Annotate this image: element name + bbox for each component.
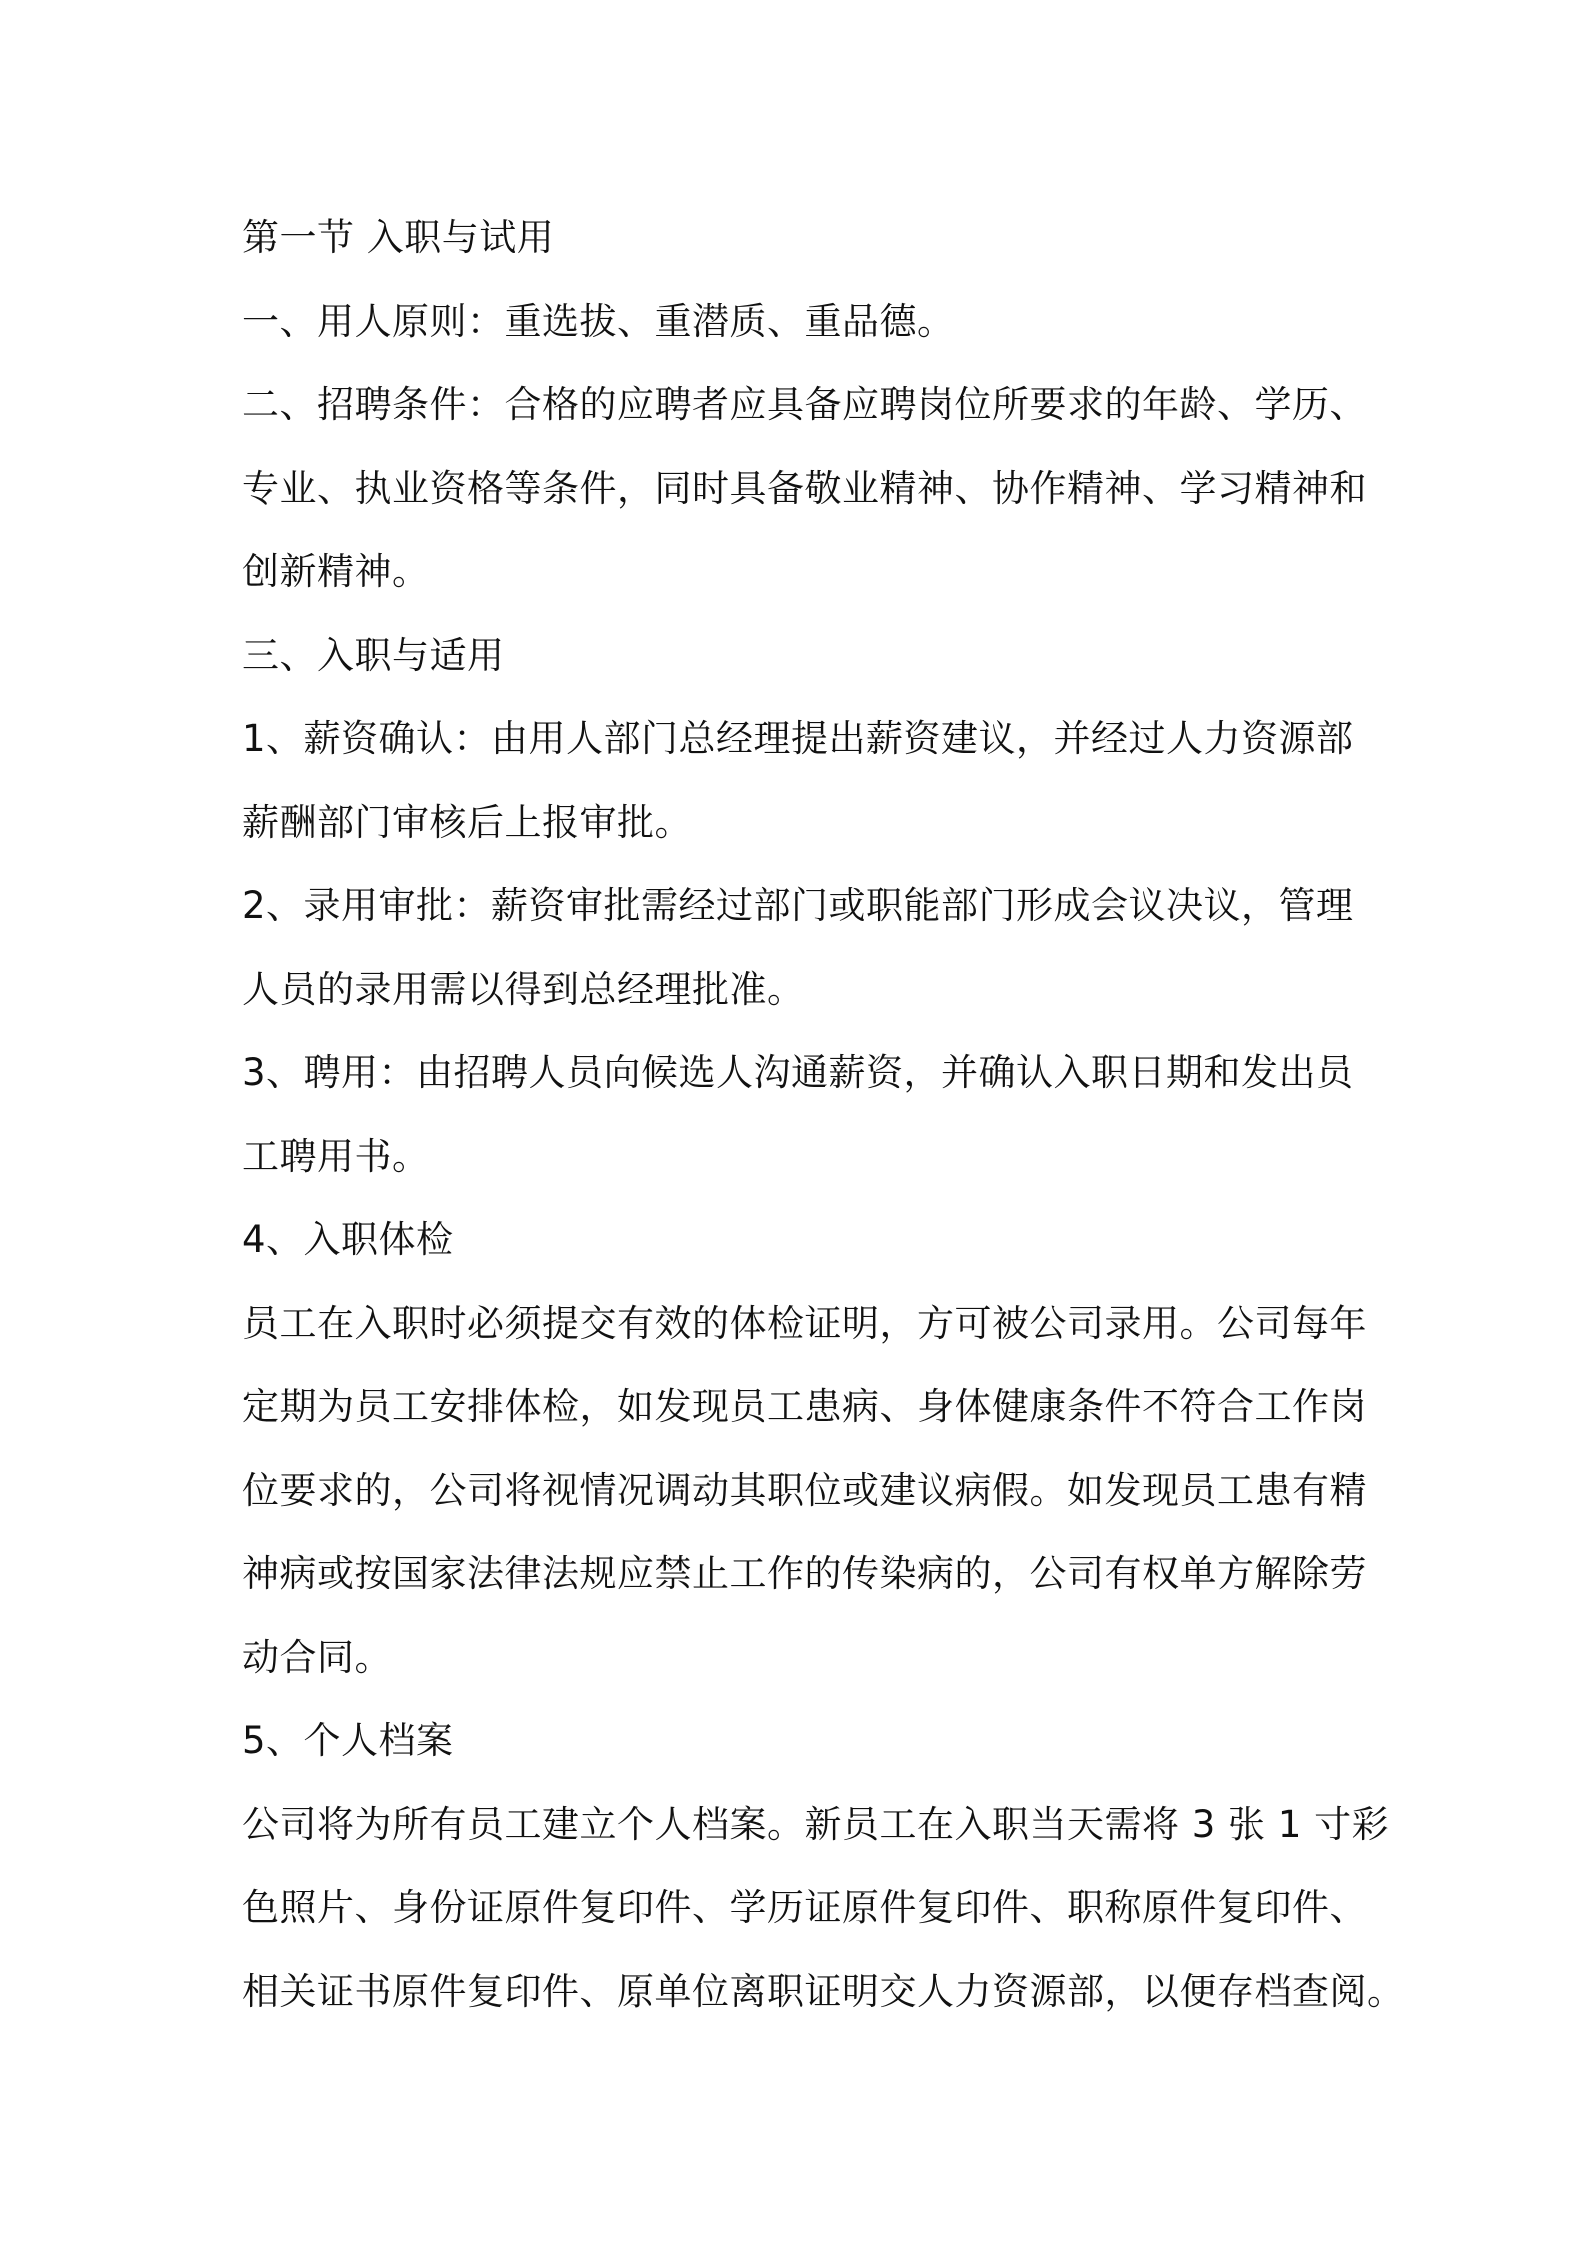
paragraph-line: 创新精神。 [242,550,430,593]
paragraph-line: 员工在入职时必须提交有效的体检证明，方可被公司录用。公司每年 [242,1301,1367,1345]
item-heading: 5、个人档案 [242,1719,454,1762]
paragraph-line: 色照片、身份证原件复印件、学历证原件复印件、职称原件复印件、 [242,1886,1367,1929]
paragraph-line: 工聘用书。 [242,1134,430,1178]
document-body [242,196,1405,2033]
paragraph-line: 相关证书原件复印件、原单位离职证明交人力资源部，以便存档查阅。 [242,1969,1405,2013]
paragraph-line: 一、用人原则：重选拔、重潜质、重品德。 [242,299,955,343]
paragraph-line: 3、聘用：由招聘人员向候选人沟通薪资，并确认入职日期和发出员 [242,1051,1354,1094]
paragraph-line: 定期为员工安排体检，如发现员工患病、身体健康条件不符合工作岗 [242,1385,1367,1428]
paragraph-line: 动合同。 [242,1635,392,1679]
paragraph-line: 神病或按国家法律法规应禁止工作的传染病的，公司有权单方解除劳 [242,1552,1367,1595]
item-heading: 4、入职体检 [242,1218,454,1261]
paragraph-line: 薪酬部门审核后上报审批。 [242,800,692,844]
paragraph-line: 二、招聘条件：合格的应聘者应具备应聘岗位所要求的年龄、学历、 [242,383,1367,426]
section-heading: 第一节 入职与试用 [242,216,555,259]
paragraph-line: 位要求的，公司将视情况调动其职位或建议病假。如发现员工患有精 [242,1468,1367,1512]
paragraph-line: 人员的录用需以得到总经理批准。 [242,967,805,1011]
paragraph-line: 2、录用审批：薪资审批需经过部门或职能部门形成会议决议，管理 [242,884,1354,927]
paragraph-line: 1、薪资确认：由用人部门总经理提出薪资建议，并经过人力资源部 [242,717,1354,760]
paragraph-line: 公司将为所有员工建立个人档案。新员工在入职当天需将 3 张 1 寸彩 [242,1802,1390,1846]
paragraph-line: 专业、执业资格等条件，同时具备敬业精神、协作精神、学习精神和 [242,466,1367,510]
subsection-heading: 三、入职与适用 [242,633,505,677]
